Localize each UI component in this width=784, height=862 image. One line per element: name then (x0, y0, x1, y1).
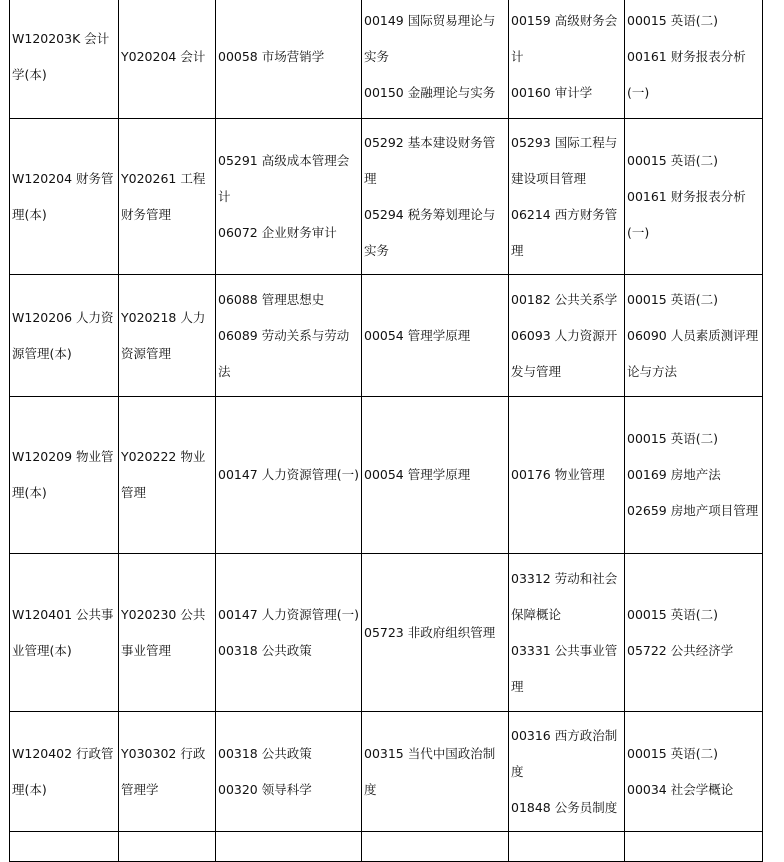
table-row (10, 397, 763, 554)
base-course-name: Y020204 会计 (121, 48, 206, 64)
course-table (9, 0, 763, 862)
course-group-3-cell (509, 554, 625, 712)
course-group-1-cell (216, 554, 362, 712)
course-entry: 05293 国际工程与建设项目管理 (511, 134, 618, 186)
table-row (10, 554, 763, 712)
course-entry: 06090 人员素质测评理论与方法 (627, 327, 759, 379)
major-name: W120402 行政管理(本) (12, 745, 114, 797)
course-group-4-cell (625, 397, 763, 554)
course-group-4-cell (625, 712, 763, 832)
base-course-cell (119, 119, 216, 275)
major-name: W120206 人力资源管理(本) (12, 309, 114, 361)
course-group-1-cell (216, 0, 362, 119)
course-entry: 00015 英语(二) (627, 152, 718, 168)
course-group-3-cell (509, 275, 625, 397)
empty-cell (119, 832, 216, 862)
course-entry: 06214 西方财务管理 (511, 206, 618, 258)
course-entry: 05292 基本建设财务管理 (364, 134, 496, 186)
course-entry: 06093 人力资源开发与管理 (511, 327, 618, 379)
base-course-name: Y030302 行政管理学 (121, 745, 206, 797)
course-entry: 00320 领导科学 (218, 781, 312, 797)
empty-cell (362, 832, 509, 862)
course-group-2-cell (362, 397, 509, 554)
course-entry: 00169 房地产法 (627, 467, 721, 482)
course-entry: 05294 税务筹划理论与实务 (364, 206, 496, 258)
course-entry: 01848 公务员制度 (511, 799, 618, 815)
course-entry: 00316 西方政治制度 (511, 727, 618, 779)
major-cell (10, 275, 119, 397)
course-group-4-cell (625, 554, 763, 712)
course-group-3-cell (509, 712, 625, 832)
course-entry: 03331 公共事业管理 (511, 642, 618, 694)
empty-cell (10, 832, 119, 862)
course-group-4-cell (625, 0, 763, 119)
table-row (10, 0, 763, 119)
course-entry: 05722 公共经济学 (627, 642, 734, 658)
course-group-3-cell (509, 119, 625, 275)
course-entry: 06072 企业财务审计 (218, 224, 337, 240)
course-entry: 00015 英语(二) (627, 431, 718, 446)
table-row-partial (10, 832, 763, 862)
course-group-4-cell (625, 119, 763, 275)
course-entry: 00160 审计学 (511, 84, 593, 100)
course-entry: 00161 财务报表分析(一) (627, 48, 746, 100)
base-course-cell (119, 554, 216, 712)
course-entry: 00182 公共关系学 (511, 291, 618, 307)
course-entry: 00058 市场营销学 (218, 48, 325, 64)
course-entry: 06088 管理思想史 (218, 291, 325, 307)
course-entry: 00054 管理学原理 (364, 467, 471, 482)
course-entry: 00161 财务报表分析(一) (627, 188, 746, 240)
table-row (10, 712, 763, 832)
course-entry: 05291 高级成本管理会计 (218, 152, 350, 204)
major-cell (10, 0, 119, 119)
course-entry: 00149 国际贸易理论与实务 (364, 12, 496, 64)
course-group-3-cell (509, 0, 625, 119)
course-group-2-cell (362, 712, 509, 832)
course-group-1-cell (216, 712, 362, 832)
course-group-2-cell (362, 275, 509, 397)
course-entry: 00318 公共政策 (218, 642, 312, 658)
course-group-1-cell (216, 397, 362, 554)
course-entry: 00015 英语(二) (627, 606, 718, 622)
empty-cell (625, 832, 763, 862)
major-name: W120209 物业管理(本) (12, 449, 114, 500)
course-entry: 00034 社会学概论 (627, 781, 734, 797)
major-name: W120204 财务管理(本) (12, 170, 114, 222)
course-group-2-cell (362, 0, 509, 119)
major-name: W120401 公共事业管理(本) (12, 606, 114, 658)
base-course-cell (119, 712, 216, 832)
course-entry: 05723 非政府组织管理 (364, 624, 496, 640)
course-table-body (10, 0, 763, 862)
course-group-1-cell (216, 275, 362, 397)
major-name: W120203K 会计学(本) (12, 30, 110, 82)
course-group-1-cell (216, 119, 362, 275)
course-entry: 00054 管理学原理 (364, 327, 471, 343)
empty-cell (509, 832, 625, 862)
course-entry: 03312 劳动和社会保障概论 (511, 570, 618, 622)
course-entry: 00176 物业管理 (511, 467, 605, 482)
course-entry: 02659 房地产项目管理 (627, 503, 759, 518)
base-course-name: Y020230 公共事业管理 (121, 606, 206, 658)
course-entry: 00015 英语(二) (627, 12, 718, 28)
base-course-name: Y020218 人力资源管理 (121, 309, 206, 361)
base-course-name: Y020222 物业管理 (121, 449, 206, 500)
course-entry: 00147 人力资源管理(一) (218, 467, 359, 482)
base-course-cell (119, 0, 216, 119)
course-entry: 00147 人力资源管理(一) (218, 606, 359, 622)
table-row (10, 119, 763, 275)
base-course-cell (119, 275, 216, 397)
base-course-cell (119, 397, 216, 554)
course-entry: 06089 劳动关系与劳动法 (218, 327, 350, 379)
major-cell (10, 397, 119, 554)
table-row (10, 275, 763, 397)
course-entry: 00150 金融理论与实务 (364, 84, 496, 100)
empty-cell (216, 832, 362, 862)
course-group-3-cell (509, 397, 625, 554)
course-entry: 00318 公共政策 (218, 745, 312, 761)
base-course-name: Y020261 工程财务管理 (121, 170, 206, 222)
course-entry: 00015 英语(二) (627, 291, 718, 307)
course-group-2-cell (362, 554, 509, 712)
course-group-2-cell (362, 119, 509, 275)
course-entry: 00015 英语(二) (627, 745, 718, 761)
major-cell (10, 712, 119, 832)
course-group-4-cell (625, 275, 763, 397)
course-table-container (9, 0, 763, 862)
course-entry: 00315 当代中国政治制度 (364, 745, 496, 797)
major-cell (10, 119, 119, 275)
course-entry: 00159 高级财务会计 (511, 12, 618, 64)
major-cell (10, 554, 119, 712)
